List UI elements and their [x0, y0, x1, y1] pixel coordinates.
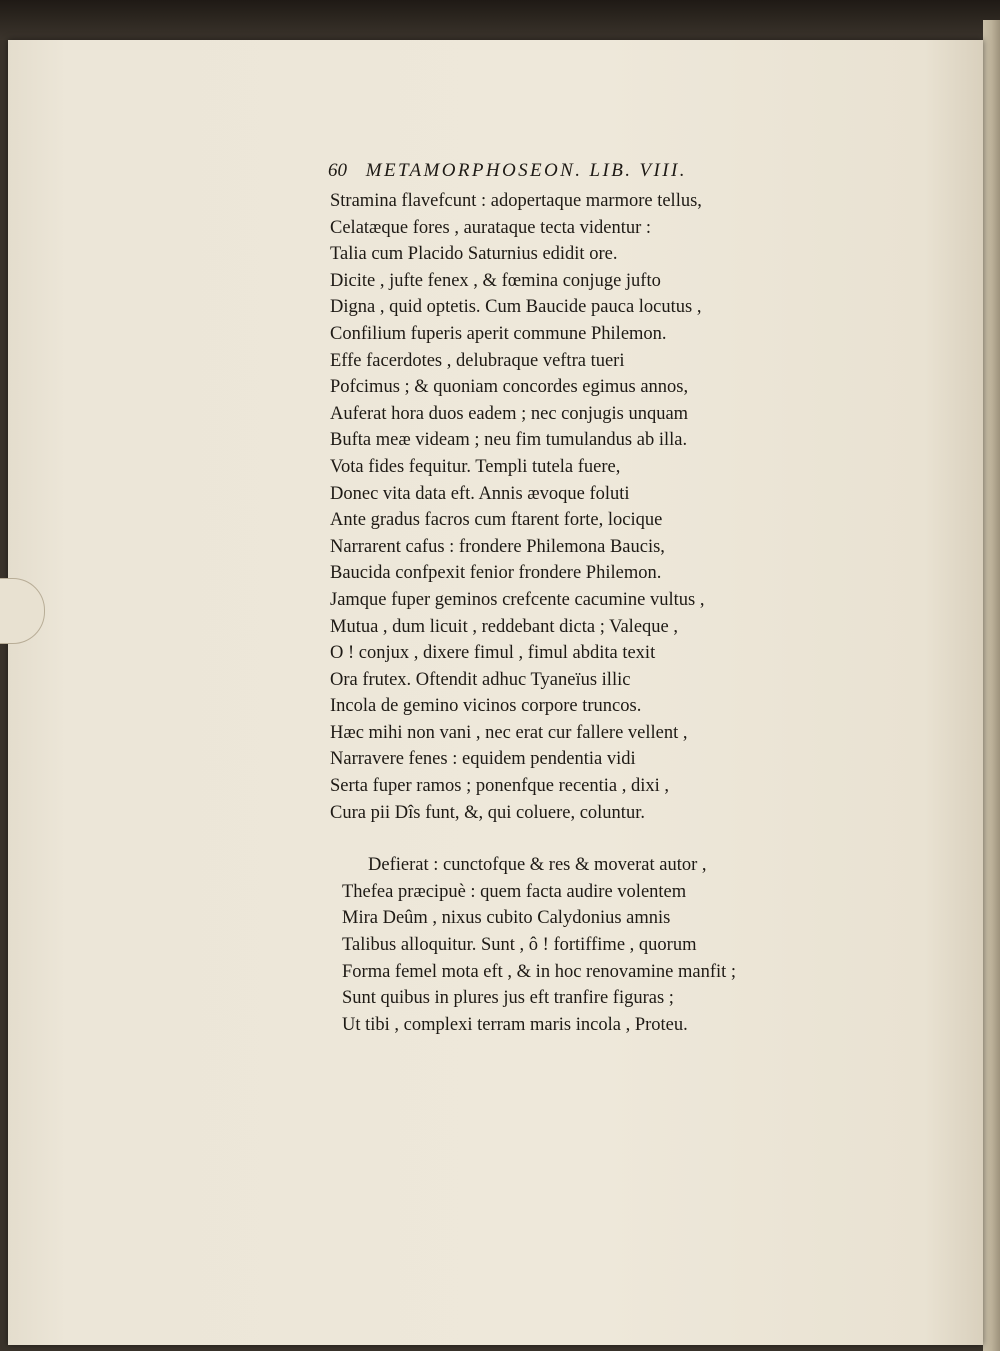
verse-line: Hæc mihi non vani , nec erat cur fallere vellent ,: [330, 722, 688, 743]
scan-background-top: [0, 0, 1000, 40]
verse-line: Celatæque fores , aurataque tecta videntur :: [330, 217, 652, 238]
verse-line: Donec vita data eft. Annis ævoque foluti: [330, 483, 630, 504]
verse-line: Narravere fenes : equidem pendentia vidi: [330, 749, 636, 770]
verse-line: Effe facerdotes , delubraque veftra tueri: [330, 350, 625, 371]
verse-line: Forma femel mota eft , & in hoc renovamine manfit ;: [342, 961, 737, 982]
running-title: METAMORPHOSEON. LIB. VIII.: [365, 160, 687, 181]
verse-line: Bufta meæ videam ; neu fim tumulandus ab illa.: [330, 430, 688, 451]
verse-line: O ! conjux , dixere fimul , fimul abdita texit: [330, 643, 656, 664]
verse-line: Cura pii Dîs funt, &, qui coluere, coluntur.: [330, 802, 645, 823]
running-header: [328, 160, 798, 182]
verse-line: Baucida confpexit fenior frondere Philemon.: [330, 563, 662, 584]
verse-line: Ante gradus facros cum ftarent forte, locique: [330, 510, 663, 531]
verse-line: Pofcimus ; & quoniam concordes egimus annos,: [330, 377, 689, 398]
verse-line: Serta fuper ramos ; ponenfque recentia , dixi ,: [330, 776, 670, 797]
verse-line: Ut tibi , complexi terram maris incola , Proteu.: [342, 1014, 688, 1035]
verse-line: Sunt quibus in plures jus eft tranfire figuras ;: [342, 988, 674, 1009]
verse-line: Mutua , dum licuit , reddebant dicta ; Valeque ,: [330, 616, 678, 637]
verse-line: Ora frutex. Oftendit adhuc Tyaneïus illic: [330, 669, 631, 690]
page-edge-right: [983, 20, 1000, 1351]
verse-line: Vota fides fequitur. Templi tutela fuere,: [330, 456, 621, 477]
verse-line: Thefea præcipuè : quem facta audire volentem: [342, 881, 687, 902]
verse-line: Narrarent cafus : frondere Philemona Baucis,: [330, 536, 665, 557]
verse-line: Incola de gemino vicinos corpore truncos.: [330, 696, 642, 717]
verse-line: Defierat : cunctofque & res & moverat autor ,: [368, 855, 707, 876]
verse-line: Talia cum Placido Saturnius edidit ore.: [330, 244, 618, 265]
stanza-break: [330, 826, 800, 852]
verse-block: [330, 188, 800, 1038]
verse-line: Digna , quid optetis. Cum Baucide pauca locutus ,: [330, 297, 702, 318]
verse-line: Dicite , jufte fenex , & fœmina conjuge jufto: [330, 270, 661, 291]
page-number: 60: [328, 160, 347, 181]
verse-line: Talibus alloquitur. Sunt , ô ! fortiffime , quorum: [342, 935, 697, 956]
verse-line: Jamque fuper geminos crefcente cacumine vultus ,: [330, 589, 705, 610]
verse-line: Stramina flavefcunt : adopertaque marmore tellus,: [330, 191, 702, 211]
verse-line: Auferat hora duos eadem ; nec conjugis unquam: [330, 403, 689, 424]
verse-line: Mira Deûm , nixus cubito Calydonius amnis: [342, 908, 671, 929]
verse-line: Confilium fuperis aperit commune Philemon.: [330, 323, 667, 344]
